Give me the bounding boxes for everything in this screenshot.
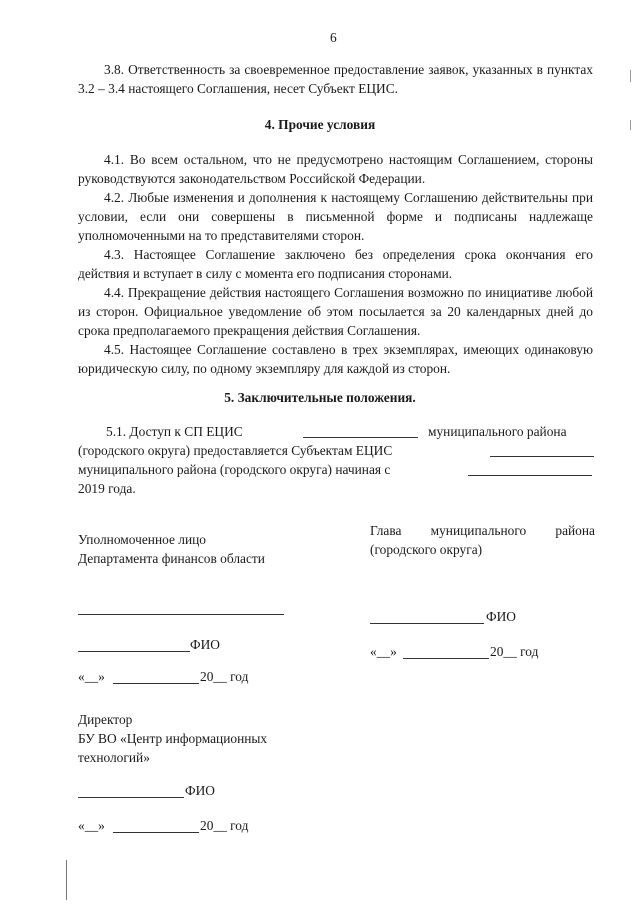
left-sign-fio: ФИО — [190, 637, 220, 652]
page-number: 6 — [330, 30, 337, 45]
scan-margin-mark — [630, 70, 631, 82]
paragraph-5-1-line1-start: 5.1. Доступ к СП ЕЦИС — [106, 424, 243, 439]
blank-line — [303, 437, 418, 438]
section-4-title: 4. Прочие условия — [264, 117, 376, 132]
signature-line — [370, 623, 484, 624]
director-date-year: 20__ год — [200, 818, 249, 833]
director-date-open: «__» — [78, 818, 105, 833]
paragraph-4-1: 4.1. Во всем остальном, что не предусмотрено настоящим Соглашением, стороны руководствуются законодательством Российской Федерации. — [78, 152, 593, 186]
left-sign-date-year: 20__ год — [200, 669, 249, 684]
signature-line — [78, 797, 184, 798]
signature-line — [78, 651, 190, 652]
paragraph-5-1-line3: муниципального района (городского округа) начиная с — [78, 462, 391, 477]
left-sign-title-2: Департамента финансов области — [78, 551, 265, 566]
paragraph-4-3: 4.3. Настоящее Соглашение заключено без определения срока окончания его действия и вступает в силу с момента его подписания сторонами. — [78, 247, 593, 281]
paragraph-4-5: 4.5. Настоящее Соглашение составлено в трех экземплярах, имеющих одинаковую юридическую силу, по одному экземпляру для каждой из сторон. — [78, 342, 593, 376]
right-sign-date-year: 20__ год — [490, 644, 539, 659]
paragraph-5-1-line2: (городского округа) предоставляется Субъектам ЕЦИС — [78, 443, 393, 458]
paragraph-5-1-line4: 2019 года. — [78, 481, 136, 496]
left-sign-title-1: Уполномоченное лицо — [78, 532, 206, 547]
scan-margin-mark — [66, 860, 67, 900]
paragraph-4-2: 4.2. Любые изменения и дополнения к настоящему Соглашению действительны при условии, если они совершены в письменной форме и подписаны надлежаще уполномоченными на то представителями сторон. — [78, 190, 593, 243]
blank-line — [490, 456, 594, 457]
paragraph-4-4: 4.4. Прекращение действия настоящего Соглашения возможно по инициативе любой из сторон. Официальное уведомление об этом посылается за 20 календарных дней до срока предполагаемого прекращения действия Соглашения. — [78, 285, 593, 338]
right-sign-title-1: Глава муниципального района — [370, 523, 595, 538]
director-title-1: Директор — [78, 712, 133, 727]
date-line — [113, 832, 199, 833]
date-line — [403, 658, 489, 659]
scan-margin-mark — [630, 120, 631, 130]
director-title-3: технологий» — [78, 750, 150, 765]
director-title-2: БУ ВО «Центр информационных — [78, 731, 268, 746]
blank-line — [468, 475, 592, 476]
right-sign-title-2: (городского округа) — [370, 542, 483, 557]
signature-line — [78, 614, 284, 615]
date-line — [113, 683, 199, 684]
director-fio: ФИО — [185, 783, 215, 798]
right-sign-date-open: «__» — [370, 644, 397, 659]
right-sign-fio: ФИО — [486, 609, 516, 624]
paragraph-5-1-line1-end: муниципального района — [428, 424, 567, 439]
paragraph-3-8: 3.8. Ответственность за своевременное предоставление заявок, указанных в пунктах 3.2 – 3.4 настоящего Соглашения, несет Субъект ЕЦИС. — [78, 62, 593, 96]
left-sign-date-open: «__» — [78, 669, 105, 684]
section-5-title: 5. Заключительные положения. — [224, 390, 416, 405]
